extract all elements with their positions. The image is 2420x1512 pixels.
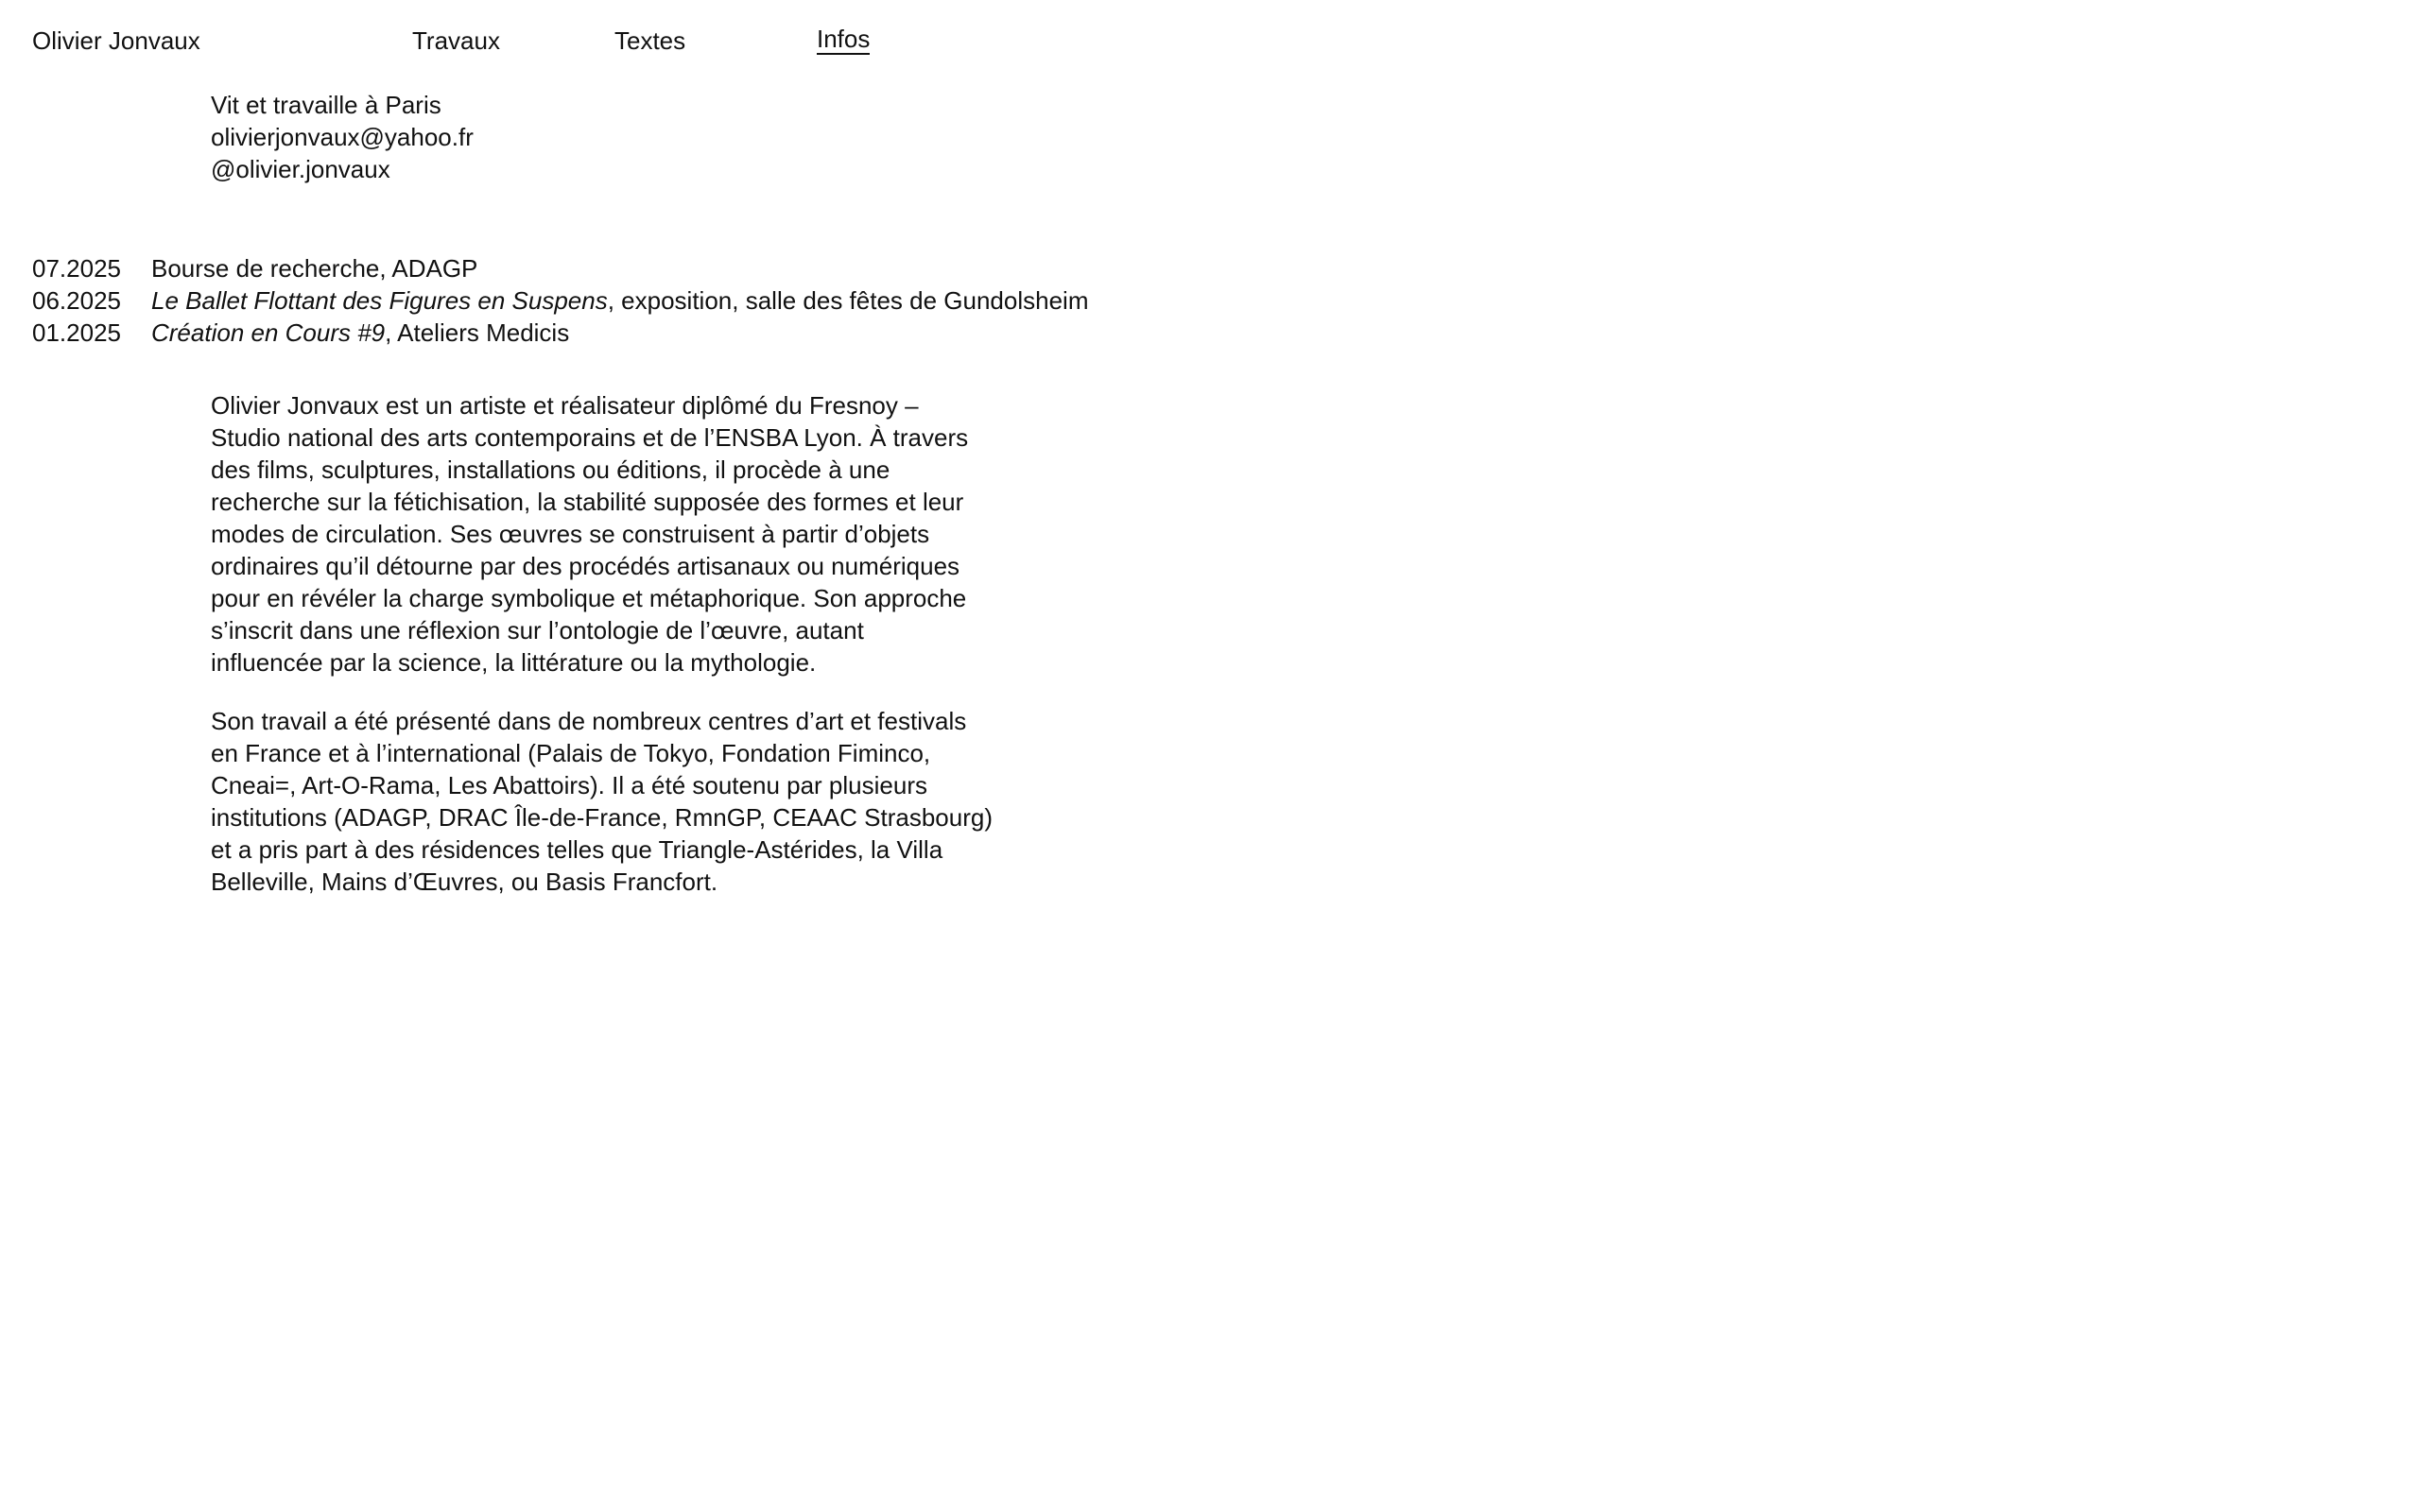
bio-section (211, 389, 1043, 924)
bio-line: Belleville, Mains d’Œuvres, ou Basis Francfort. (211, 868, 718, 896)
bio-line: des films, sculptures, installations ou éditions, il procède à une (211, 455, 890, 484)
news-text: , exposition, salle des fêtes de Gundolsheim (607, 286, 1089, 315)
bio-line: et a pris part à des résidences telles que Triangle-Astérides, la Villa (211, 835, 943, 864)
bio-line: pour en révéler la charge symbolique et métaphorique. Son approche (211, 584, 967, 612)
bio-line: recherche sur la fétichisation, la stabilité supposée des formes et leur (211, 488, 964, 516)
news-title: Le Ballet Flottant des Figures en Suspens (151, 286, 608, 315)
bio-line: institutions (ADAGP, DRAC Île-de-France, RmnGP, CEAAC Strasbourg) (211, 803, 993, 832)
news-text: , Ateliers Medicis (385, 318, 570, 347)
bio-line: Son travail a été présenté dans de nombreux centres d’art et festivals (211, 707, 967, 735)
news-item (32, 317, 1088, 349)
bio-line: Olivier Jonvaux est un artiste et réalisateur diplômé du Fresnoy – (211, 391, 919, 420)
instagram-link[interactable]: @olivier.jonvaux (211, 155, 390, 183)
bio-line: en France et à l’international (Palais de Tokyo, Fondation Fiminco, (211, 739, 931, 767)
bio-line: influencée par la science, la littérature ou la mythologie. (211, 648, 817, 677)
bio-line: ordinaires qu’il détourne par des procédés artisanaux ou numériques (211, 552, 960, 580)
bio-paragraph (211, 389, 1043, 679)
news-date: 06.2025 (32, 286, 121, 315)
nav-infos[interactable]: Infos (817, 25, 871, 53)
news-date: 01.2025 (32, 318, 121, 347)
news-title: Création en Cours #9 (151, 318, 386, 347)
news-date: 07.2025 (32, 254, 121, 283)
contact-block (211, 89, 474, 185)
news-item (32, 284, 1088, 317)
news-list (32, 252, 1088, 349)
bio-line: s’inscrit dans une réflexion sur l’ontologie de l’œuvre, autant (211, 616, 864, 644)
bio-line: Studio national des arts contemporains et de l’ENSBA Lyon. À travers (211, 423, 969, 452)
news-text: Bourse de recherche, ADAGP (151, 254, 478, 283)
news-item (32, 252, 1088, 284)
location-text: Vit et travaille à Paris (211, 91, 441, 119)
bio-line: modes de circulation. Ses œuvres se construisent à partir d’objets (211, 520, 930, 548)
bio-line: Cneai=, Art-O-Rama, Les Abattoirs). Il a été soutenu par plusieurs (211, 771, 927, 799)
nav-travaux[interactable]: Travaux (412, 26, 500, 55)
nav-textes[interactable]: Textes (614, 26, 686, 55)
bio-paragraph (211, 705, 1043, 898)
email-link[interactable]: olivierjonvaux@yahoo.fr (211, 123, 474, 151)
site-name-link[interactable]: Olivier Jonvaux (32, 26, 200, 55)
